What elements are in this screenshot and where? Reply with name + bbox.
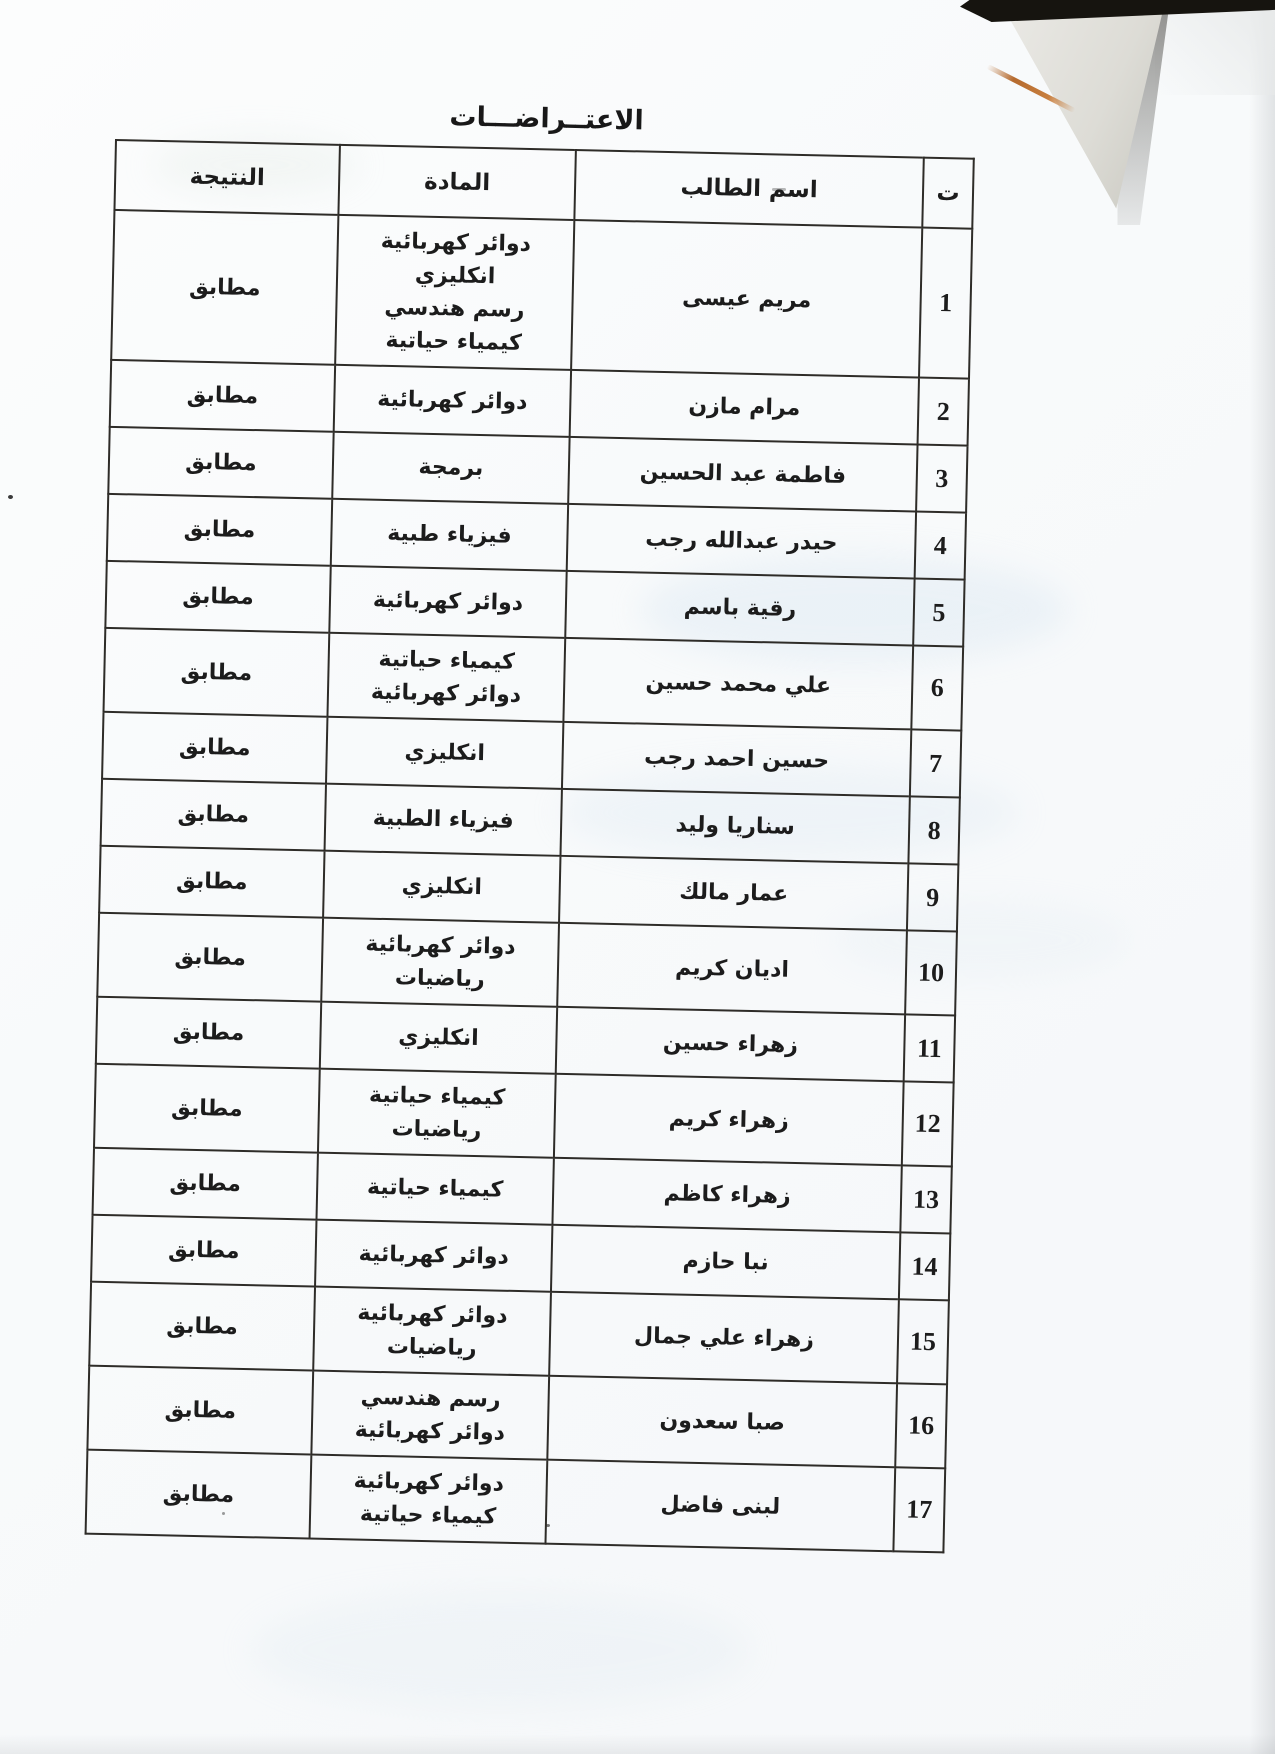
row-number: 6 [911, 645, 963, 730]
subject-list [311, 1371, 549, 1460]
subject-line: فيزياء الطبية [372, 805, 515, 834]
subject-line: رسم هندسي [384, 294, 525, 323]
subject-list [335, 215, 574, 370]
result-value: مطابق [110, 360, 335, 432]
subject-line: انكليزي [401, 873, 483, 901]
result-value: مطابق [91, 1215, 316, 1287]
result-value: مطابق [87, 1366, 313, 1455]
header-student-name: اسم الطالب [574, 150, 923, 228]
ink-speck [8, 495, 13, 499]
subject-list [327, 633, 565, 722]
subject-list [325, 784, 562, 856]
student-name: زهراء كريم [554, 1074, 904, 1166]
subject-line: كيمياء حياتية [366, 1174, 504, 1203]
row-number: 17 [893, 1467, 945, 1552]
row-number: 14 [899, 1232, 950, 1300]
subject-list [323, 851, 560, 923]
subject-line: رياضيات [394, 965, 485, 993]
subject-line: برمجة [418, 454, 484, 482]
student-name: اديان كريم [557, 923, 907, 1015]
subject-line: دوائر كهربائية [357, 1300, 508, 1329]
student-name: رقية باسم [565, 571, 914, 646]
student-name: مرام مازن [570, 370, 919, 445]
page-title: الاعتــراضـــات [449, 101, 645, 137]
result-value: مطابق [101, 779, 326, 851]
result-value: مطابق [86, 1450, 312, 1539]
row-number: 5 [913, 578, 964, 646]
subject-line: رياضيات [391, 1116, 482, 1144]
row-number: 2 [918, 378, 969, 446]
document-sheet [87, 94, 976, 1553]
table-row [86, 1450, 946, 1553]
row-number: 13 [900, 1165, 951, 1233]
student-name: زهراء علي جمال [549, 1292, 899, 1384]
subject-line: دوائر كهربائية [354, 1417, 506, 1446]
result-value: مطابق [96, 997, 321, 1069]
table-row [111, 210, 972, 379]
student-name: عمار مالك [559, 856, 908, 931]
subject-list [318, 1069, 556, 1158]
result-value: مطابق [89, 1282, 315, 1371]
page-edge-shadow [0, 1734, 1275, 1754]
row-number: 9 [907, 863, 958, 931]
row-number: 15 [897, 1299, 949, 1384]
student-name: مريم عيسى [571, 220, 922, 378]
subject-line: دوائر كهربائية [365, 931, 516, 960]
result-value: مطابق [104, 628, 330, 717]
result-value: مطابق [102, 712, 327, 784]
subject-list [321, 918, 559, 1007]
header-subject: المادة [338, 145, 575, 220]
subject-line: كيمياء حياتية [378, 646, 516, 675]
subject-list [329, 566, 566, 638]
subject-list [332, 432, 569, 504]
result-value: مطابق [94, 1064, 320, 1153]
subject-line: دوائر كهربائية [377, 386, 528, 416]
page-edge-shadow [1249, 0, 1275, 1754]
student-name: زهراء حسين [556, 1007, 905, 1082]
row-number: 1 [919, 228, 972, 379]
result-value: مطابق [108, 427, 333, 499]
subject-line: كيمياء حياتية [385, 327, 523, 356]
row-number: 8 [908, 796, 959, 864]
student-name: صبا سعدون [547, 1376, 897, 1468]
student-name: حسين احمد رجب [562, 722, 911, 797]
header-result: النتيجة [114, 140, 339, 215]
student-name: زهراء كاظم [552, 1158, 901, 1233]
student-name: فاطمة عبد الحسين [568, 437, 917, 512]
result-value: مطابق [93, 1148, 318, 1220]
subject-line: كيمياء حياتية [359, 1501, 497, 1530]
student-name: سناريا وليد [560, 789, 909, 864]
header-number: ت [922, 158, 974, 229]
result-value: مطابق [99, 846, 324, 918]
subject-list [316, 1153, 553, 1225]
subject-line: انكليزي [398, 1024, 479, 1052]
row-number: 16 [895, 1383, 947, 1468]
subject-list [334, 365, 571, 437]
subject-line: رياضيات [386, 1334, 477, 1362]
student-name: علي محمد حسين [563, 638, 913, 730]
subject-line: انكليزي [414, 262, 496, 290]
subject-list [331, 499, 568, 571]
subject-list [313, 1287, 551, 1376]
subject-list [315, 1220, 552, 1292]
student-name: لبنى فاضل [545, 1460, 895, 1552]
objections-table [85, 139, 975, 1553]
row-number: 10 [905, 930, 957, 1015]
result-value: مطابق [105, 561, 330, 633]
subject-line: كيمياء حياتية [368, 1082, 506, 1111]
row-number: 7 [910, 729, 961, 797]
subject-list [326, 717, 563, 789]
subject-line: رسم هندسي [360, 1384, 501, 1413]
student-name: نبا حازم [551, 1225, 900, 1300]
result-value: مطابق [97, 913, 323, 1002]
row-number: 11 [904, 1014, 955, 1082]
row-number: 12 [902, 1081, 954, 1166]
paper-stain [250, 1590, 750, 1710]
subject-line: فيزياء طبية [386, 520, 512, 549]
student-name: حيدر عبدالله رجب [567, 504, 916, 579]
subject-line: دوائر كهربائية [353, 1468, 505, 1497]
row-number: 3 [916, 445, 967, 513]
row-number: 4 [915, 512, 966, 580]
subject-line: دوائر كهربائية [370, 679, 522, 708]
subject-line: دوائر كهربائية [380, 228, 532, 258]
subject-list [310, 1455, 548, 1544]
result-value: مطابق [111, 210, 338, 365]
subject-line: دوائر كهربائية [372, 587, 524, 616]
subject-line: انكليزي [404, 739, 486, 767]
subject-line: دوائر كهربائية [358, 1241, 510, 1270]
subject-list [320, 1002, 557, 1074]
result-value: مطابق [107, 494, 332, 566]
